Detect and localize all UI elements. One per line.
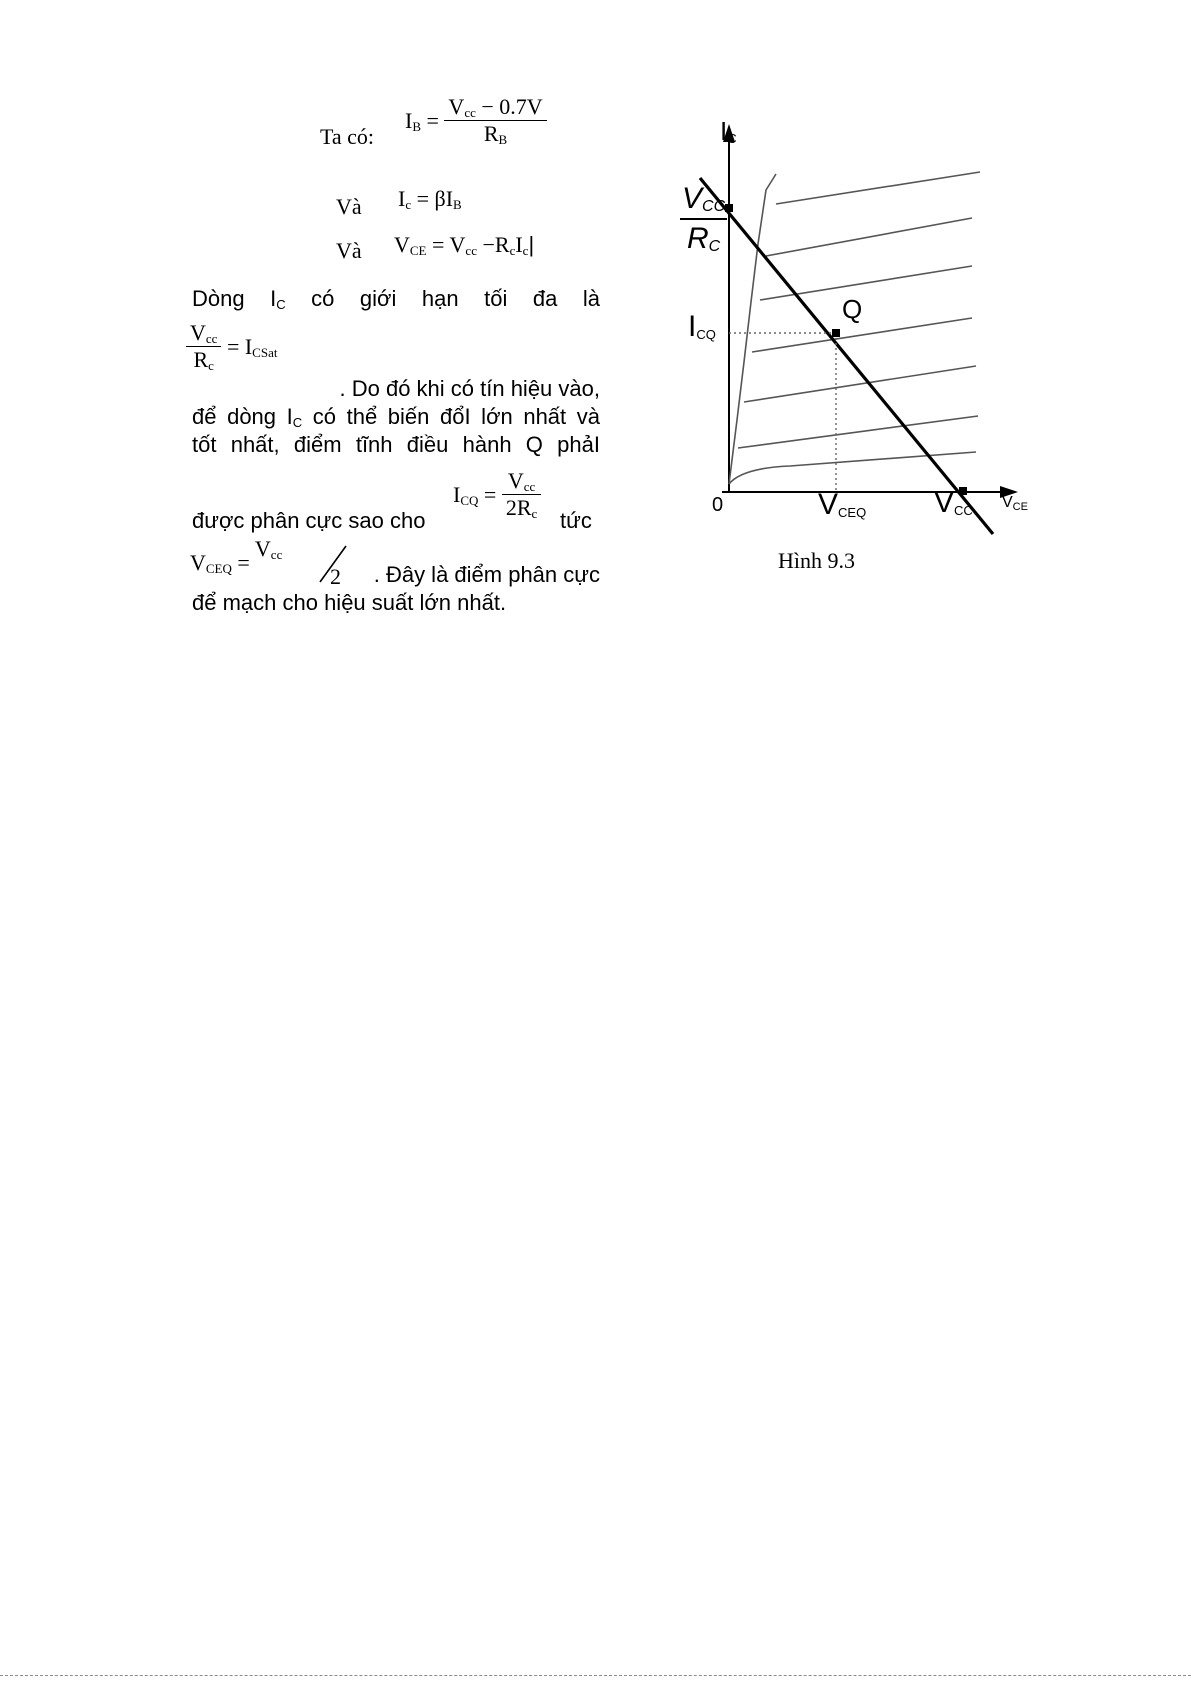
ic-curve-1 (776, 172, 980, 204)
figure-caption: Hình 9.3 (778, 548, 855, 573)
origin-label: 0 (712, 494, 724, 516)
ic-curve-6 (738, 416, 978, 448)
page-bottom-rule (0, 1675, 1191, 1676)
paragraph-line-7: để mạch cho hiệu suất lớn nhất. (192, 590, 507, 615)
equation-icq: $I_{CQ}$ = $\frac{V_{cc}}{2R_c}$ (453, 470, 541, 519)
vceq-denominator: 2 (330, 564, 341, 589)
equation-ib: $I_B$ = $\frac{V_{cc} - 0.7V}{R_B}$ (405, 96, 547, 145)
vceq-label: $V_{CEQ}$ (818, 488, 867, 521)
ic-curve-3 (760, 266, 972, 300)
load-line-diagram (0, 0, 1191, 640)
ic-curve-2 (766, 218, 972, 256)
paragraph-line-4: tốt nhất, điểm tĩnh điều hành Q phảI (192, 432, 600, 457)
paragraph-line-5b: tức (560, 508, 592, 533)
vcc-label: $V_{CC}$ (934, 486, 973, 519)
q-point-label: Q (842, 294, 863, 324)
vcc-over-rc-label: $V_{CC}$ $R_C$ (682, 182, 726, 255)
x-axis-label: $V_{CE}$ (1002, 494, 1028, 513)
icq-label: $I_{CQ}$ (688, 310, 716, 343)
equation-ic: $I_c = \beta I_B$ (398, 186, 462, 212)
paragraph-line-2: . Do đó khi có tín hiệu vào, (339, 376, 600, 401)
y-axis-label: $I_C$ (720, 116, 737, 146)
equation-vce: $V_{CE} = V_{cc} -R_cI_c|$ (394, 232, 535, 258)
q-point (832, 329, 840, 337)
paragraph-line-6: . Đây là điểm phân cực (373, 562, 600, 587)
paragraph-line-5a: được phân cực sao cho (192, 508, 426, 533)
va-label-2: Và (336, 238, 362, 263)
paragraph-line-3: để dòng $I_C$ có thể biến đổI lớn nhất và (192, 404, 601, 430)
paragraph-line-1: Dòng $I_C$ có giới hạn tối đa là (192, 286, 600, 312)
equation-icsat: $\frac{V_{cc}}{R_c}$ = $I_{CSat}$ (186, 322, 277, 371)
va-label-1: Và (336, 194, 362, 219)
equation-vceq: $V_{CEQ} = V_{cc}$ (190, 536, 283, 576)
ta-co-label: Ta có: (320, 124, 375, 149)
